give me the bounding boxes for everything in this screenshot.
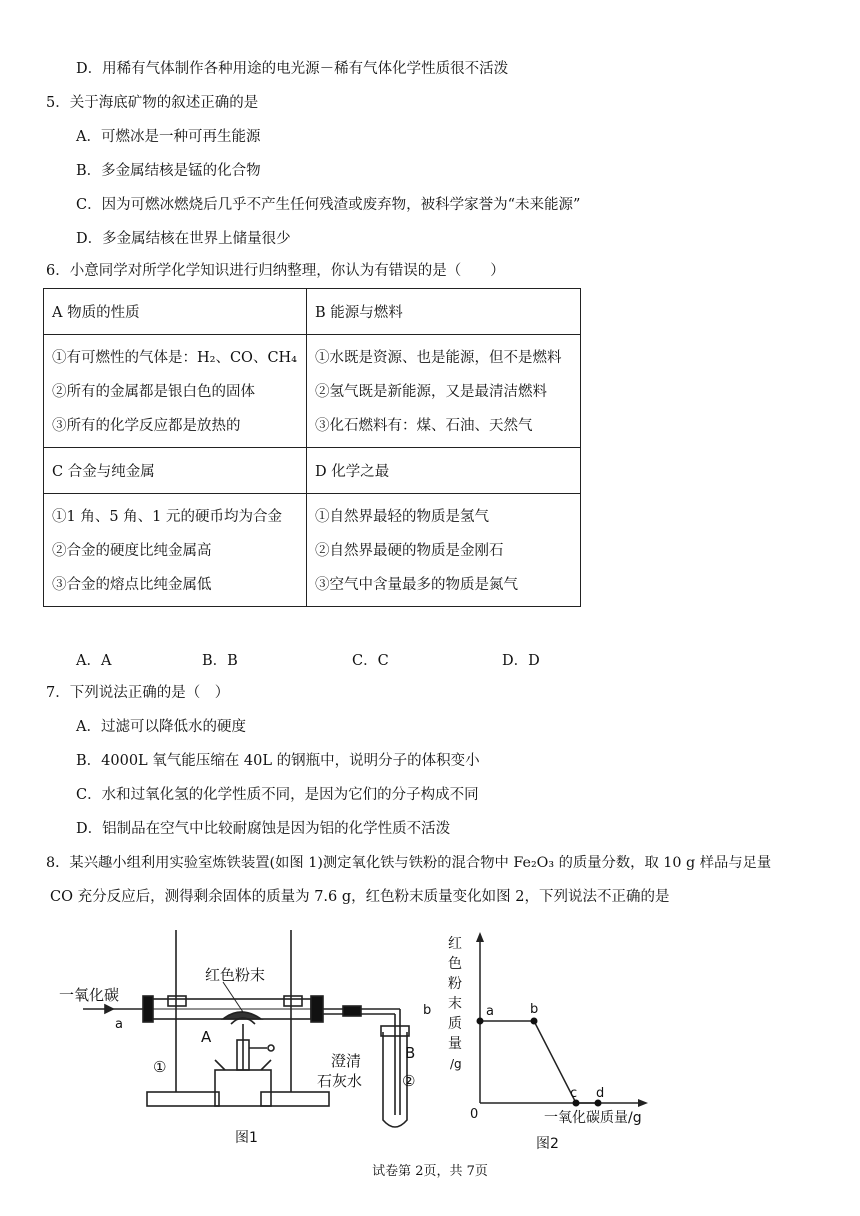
cell-a-line: ①有可燃性的气体是：H₂、CO、CH₄ [52, 350, 297, 366]
q6-answer-d: D．D [502, 653, 540, 669]
fig2-ylabel-char: 红 [448, 936, 462, 952]
fig2-ylabel-char: 质 [448, 1016, 462, 1032]
cell-c-head: C 合金与纯金属 [44, 448, 307, 494]
fig2-y-arrow [476, 932, 484, 942]
cell-a-line: ②所有的金属都是银白色的固体 [52, 384, 255, 400]
q5-option-a: A．可燃冰是一种可再生能源 [76, 129, 261, 145]
cell-c-line: ①1 角、5 角、1 元的硬币均为合金 [52, 509, 283, 525]
fig2-point-label: c [570, 1086, 578, 1101]
cell-d-line: ①自然界最轻的物质是氢气 [315, 509, 489, 525]
fig2-xlabel: 一氧化碳质量/g [544, 1110, 642, 1126]
cell-a-body [44, 335, 307, 448]
cell-d-line: ②自然界最硬的物质是金刚石 [315, 543, 504, 559]
page-footer: 试卷第 2页，共 7页 [372, 1164, 488, 1179]
cell-d-body [307, 494, 581, 607]
cell-a-head: A 物质的性质 [44, 289, 307, 335]
cell-b-line: ②氢气既是新能源，又是最清洁燃料 [315, 384, 547, 400]
fig2-point-label: d [596, 1086, 605, 1101]
fig1-caption: 图1 [235, 1130, 258, 1146]
q5-option-d: D．多金属结核在世界上储量很少 [76, 231, 291, 247]
cell-b-body [307, 335, 581, 448]
q6-answer-a: A．A [76, 653, 112, 669]
q5-stem: 5．关于海底矿物的叙述正确的是 [46, 95, 259, 111]
q4-option-d: D．用稀有气体制作各种用途的电光源－稀有气体化学性质很不活泼 [76, 61, 509, 77]
q8-stem-line1: 8．某兴趣小组利用实验室炼铁装置(如图 1)测定氧化铁与铁粉的混合物中 Fe₂O₃ 的质量分数，取 10 g 样品与足量 [46, 855, 772, 871]
figure-1-apparatus [55, 920, 445, 1150]
fig2-ylabel-char: 末 [448, 996, 462, 1012]
cell-b-line: ①水既是资源、也是能源，但不是燃料 [315, 350, 562, 366]
fig1-label-powder: 红色粉末 [205, 966, 266, 984]
fig1-label-1: ① [153, 1058, 167, 1076]
q6-stem: 6．小意同学对所学化学知识进行归纳整理，你认为有错误的是（ ） [46, 263, 505, 279]
cell-d-head: D 化学之最 [307, 448, 581, 494]
fig1-label-lime1: 澄清 [331, 1052, 362, 1070]
fig2-point-b [531, 1018, 538, 1025]
q7-option-a: A．过滤可以降低水的硬度 [76, 719, 246, 735]
figure-2-chart [440, 928, 660, 1158]
q6-answer-c: C．C [352, 653, 389, 669]
fig2-ylabel-unit: /g [450, 1057, 462, 1071]
q7-option-b: B．4000L 氧气能压缩在 40L 的钢瓶中，说明分子的体积变小 [76, 753, 480, 769]
q8-stem-line2: CO 充分反应后，测得剩余固体的质量为 7.6 g，红色粉末质量变化如图 2，下列说法不正确的是 [50, 889, 670, 905]
q7-stem: 7．下列说法正确的是（ ） [46, 685, 230, 701]
fig1-label-B: B [405, 1044, 416, 1062]
q5-option-b: B．多金属结核是锰的化合物 [76, 163, 261, 179]
q6-answer-b: B．B [202, 653, 238, 669]
q7-option-d: D．铝制品在空气中比较耐腐蚀是因为铝的化学性质不活泼 [76, 821, 451, 837]
fig1-label-A: A [201, 1028, 212, 1046]
fig1-label-a: a [115, 1017, 123, 1032]
fig2-ylabel-char: 量 [448, 1036, 462, 1052]
fig2-ylabel-char: 粉 [448, 976, 462, 992]
fig1-label-lime2: 石灰水 [317, 1072, 363, 1090]
cell-d-line: ③空气中含量最多的物质是氮气 [315, 577, 518, 593]
fig1-label-2: ② [402, 1072, 416, 1090]
cell-b-head: B 能源与燃料 [307, 289, 581, 335]
cell-c-body [44, 494, 307, 607]
q5-option-c: C．因为可燃冰燃烧后几乎不产生任何残渣或废弃物，被科学家誉为“未来能源” [76, 197, 581, 213]
fig2-ylabel-char: 色 [448, 956, 462, 972]
fig2-series-line [480, 1021, 598, 1103]
cell-a-line: ③所有的化学反应都是放热的 [52, 418, 241, 434]
fig1-label-co: 一氧化碳 [59, 986, 120, 1004]
q7-option-c: C．水和过氧化氢的化学性质不同，是因为它们的分子构成不同 [76, 787, 479, 803]
q6-table [43, 288, 581, 607]
fig2-origin: 0 [470, 1107, 479, 1122]
cell-c-line: ②合金的硬度比纯金属高 [52, 543, 212, 559]
fig2-point-label: b [530, 1002, 539, 1017]
cell-c-line: ③合金的熔点比纯金属低 [52, 577, 212, 593]
fig2-point-a [477, 1018, 484, 1025]
fig1-label-b: b [423, 1003, 432, 1018]
fig2-caption: 图2 [536, 1136, 559, 1152]
fig2-point-label: a [486, 1004, 494, 1019]
fig2-x-arrow [638, 1099, 648, 1107]
cell-b-line: ③化石燃料有：煤、石油、天然气 [315, 418, 533, 434]
